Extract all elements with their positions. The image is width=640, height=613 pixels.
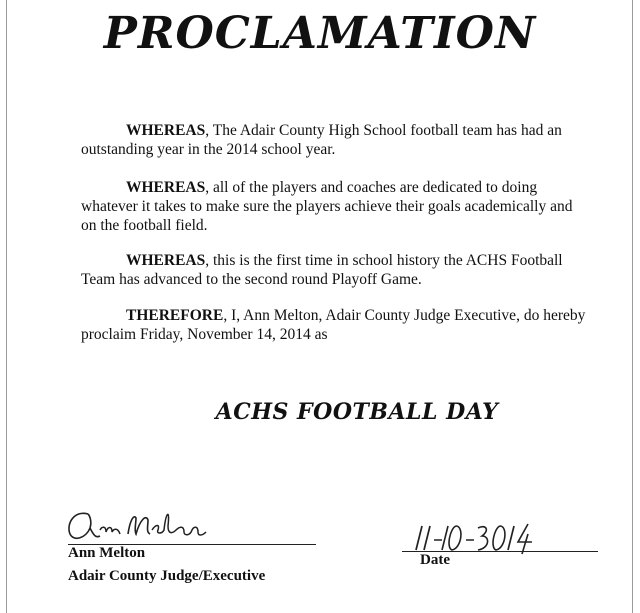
paragraph-lead: WHEREAS — [126, 252, 206, 269]
document-title: PROCLAMATION — [103, 8, 537, 59]
paragraph-text: , The Adair County High School football team has had an outstanding year in the 2014 school year. — [81, 122, 562, 158]
paragraph-lead: WHEREAS — [126, 179, 206, 196]
page-border-left — [6, 0, 7, 613]
paragraph-whereas-3 — [81, 251, 591, 289]
paragraph-text: , this is the first time in school history the ACHS Football Team has advanced to the second round Playoff Game. — [81, 252, 563, 288]
paragraph-text: , all of the players and coaches are dedicated to doing whatever it takes to make sure the players achieve their goals academically and on the football field. — [81, 179, 573, 234]
paragraph-therefore — [81, 306, 591, 344]
proclaimed-day-title: ACHS FOOTBALL DAY — [215, 399, 499, 425]
date-label: Date — [420, 552, 450, 568]
page-border-right — [632, 0, 633, 613]
signer-title: Adair County Judge/Executive — [68, 568, 266, 584]
paragraph-whereas-1 — [81, 121, 591, 159]
paragraph-lead: THEREFORE — [126, 307, 224, 324]
paragraph-lead: WHEREAS — [126, 122, 206, 139]
handwritten-signature — [60, 500, 220, 548]
paragraph-text: , I, Ann Melton, Adair County Judge Executive, do hereby proclaim Friday, November 14, 2014 as — [81, 307, 586, 343]
signer-name: Ann Melton — [68, 545, 146, 561]
paragraph-whereas-2 — [81, 178, 591, 235]
